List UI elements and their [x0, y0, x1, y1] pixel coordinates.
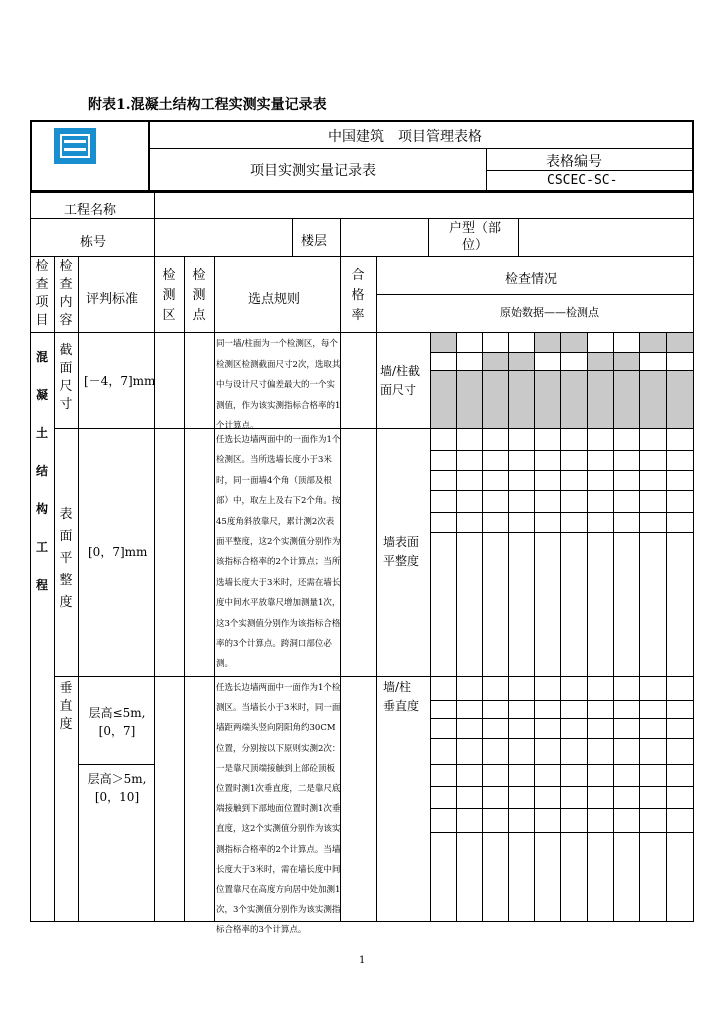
- row1-rule: 同一墙/柱面为一个检测区，每个检测区检测截面尺寸2次，选取其中与设计尺寸偏差最大的一个实测值，作为该实测指标合格率的1个计算点。: [216, 339, 341, 431]
- col-standard: 评判标准: [86, 292, 139, 307]
- document-title: 附表1.混凝土结构工程实测实量记录表: [88, 97, 327, 113]
- row2-standard: [0，7]mm: [88, 545, 148, 559]
- col-item: 检查项目: [35, 259, 49, 328]
- floor-label: 楼层: [301, 234, 328, 249]
- org-line: 中国建筑 项目管理表格: [328, 129, 482, 145]
- page-number: 1: [359, 955, 366, 966]
- col-point: 检测点: [192, 268, 206, 323]
- row1-check: 墙/柱截面尺寸: [380, 364, 421, 397]
- row2-rule: 任选长边墙两面中的一面作为1个检测区。当所选墙长度小于3米时，同一面墙4个角（顶部及根部）中，取左上及右下2个角。按45度角斜放靠尺，累计测2次表面平整度，这2个实测值分别作为该指标合格率的2个计算点；当所选墙长度大于3米时，还需在墙长度中间水平放靠尺增加测量1次，这3个实测值分别作为该指标合格率的3个计算点。跨洞口部位必测。: [216, 435, 341, 670]
- row3-check: 墙/柱垂直度: [383, 680, 420, 713]
- row3-rule: 任选长边墙两面中一面作为1个检测区。当墙长小于3米时，同一面墙距两端头竖向阴阳角约30CM位置，分别按以下原则实测2次：一是靠尺顶端接触到上部砼顶板位置时测1次垂直度，二是靠尺底端接触到下部地面位置时测1次垂直度，这2个实测值分别作为该实测指标合格率的2个计算点。当墙长度大于3米时，需在墙长度中间位置靠尺在高度方向居中处加测1次，3个实测值分别作为该实测指标合格率的3个计算点。: [216, 683, 341, 936]
- form-no-label: 表格编号: [546, 154, 602, 170]
- col-check: 检查情况: [505, 272, 558, 287]
- project-name-label: 工程名称: [64, 203, 117, 218]
- row3-content: 垂直度: [59, 681, 73, 732]
- col-zone: 检测区: [162, 268, 176, 323]
- cscec-logo-icon: [54, 128, 96, 164]
- col-pass-rate: 合格率: [351, 268, 365, 323]
- col-rule: 选点规则: [248, 292, 301, 307]
- building-label: 栋号: [80, 235, 107, 250]
- unit-type-label: 户型（部位）: [448, 221, 501, 253]
- row2-content: 表面平整度: [59, 507, 73, 610]
- row1-standard: [－4，7]mm: [84, 374, 156, 388]
- section-label: 混凝土结构工程: [35, 350, 48, 592]
- form-no-value: CSCEC-SC-: [547, 173, 618, 188]
- col-raw-data: 原始数据——检测点: [500, 306, 599, 319]
- row3-standard-b: 层高＞5m,[0，10]: [87, 772, 147, 804]
- row2-check: 墙表面平整度: [383, 535, 420, 568]
- col-content: 检查内容: [59, 259, 73, 328]
- row3-standard-a: 层高≤5m,[0，7]: [88, 706, 146, 738]
- form-title: 项目实测实量记录表: [250, 163, 376, 179]
- row1-content: 截面尺寸: [59, 343, 73, 412]
